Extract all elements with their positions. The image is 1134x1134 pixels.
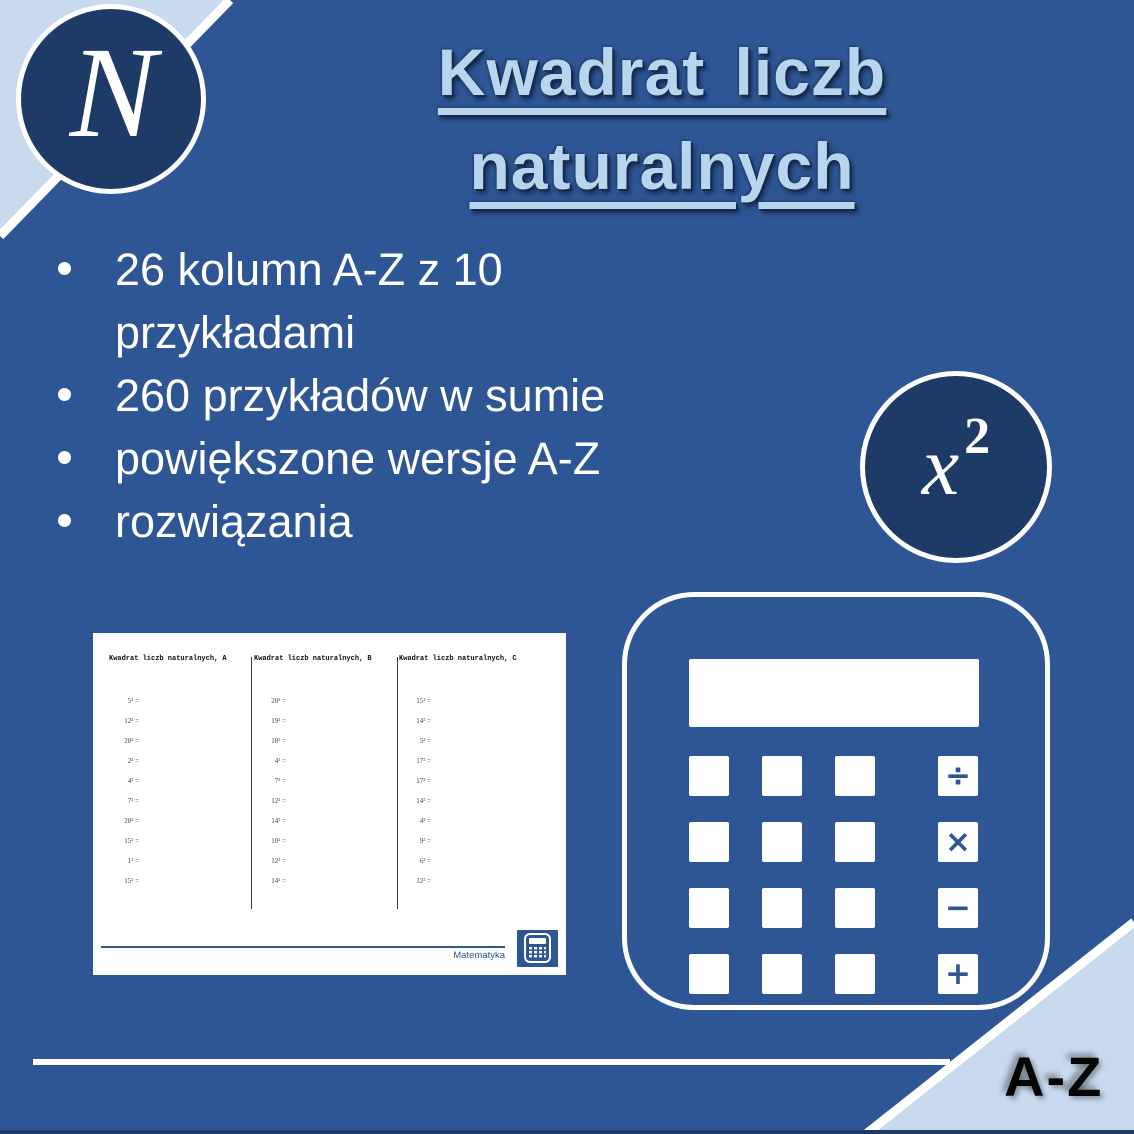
worksheet-exercise: 4² = [127, 777, 139, 785]
worksheet-items-column-c [388, 691, 431, 891]
worksheet-items-column-a [101, 691, 139, 891]
number-key [762, 888, 802, 928]
bullet-dot [58, 451, 71, 464]
worksheet-exercise: 14² = [416, 717, 431, 725]
worksheet-exercise: 15² = [124, 877, 139, 885]
worksheet-exercise: 12² = [124, 717, 139, 725]
feature-text: 26 kolumn A-Z z 10 przykładami [115, 244, 503, 358]
worksheet-column-header-a: Kwadrat liczb naturalnych, A [109, 655, 227, 663]
calculator-display [689, 659, 979, 727]
worksheet-exercise: 14² = [271, 817, 286, 825]
feature-text: rozwiązania [115, 496, 353, 547]
feature-list-item [58, 364, 698, 427]
number-key [689, 756, 729, 796]
number-key [689, 954, 729, 994]
calculator-number-keys [689, 756, 875, 994]
number-key [835, 756, 875, 796]
worksheet-items-column-b [243, 691, 286, 891]
worksheet-exercise: 7² = [127, 797, 139, 805]
feature-list-item [58, 238, 698, 364]
worksheet-exercise: 9² = [419, 837, 431, 845]
x-squared-base: x [921, 420, 960, 513]
worksheet-calculator-logo-icon [517, 930, 558, 967]
title-line-1: Kwadrat liczb [437, 35, 887, 109]
number-key [835, 822, 875, 862]
worksheet-exercise: 7² = [274, 777, 286, 785]
worksheet-exercise: 15² = [416, 697, 431, 705]
title-line-2: naturalnych [469, 129, 855, 203]
brand-letter: N [69, 21, 157, 165]
worksheet-exercise: 17² = [416, 777, 431, 785]
bottom-divider-line [33, 1059, 950, 1065]
worksheet-column-header-b: Kwadrat liczb naturalnych, B [254, 655, 372, 663]
number-key [762, 756, 802, 796]
bottom-edge-strip [0, 1130, 1134, 1134]
worksheet-exercise: 20² = [124, 817, 139, 825]
number-key [762, 954, 802, 994]
worksheet-exercise: 15² = [124, 837, 139, 845]
feature-list-item [58, 427, 698, 490]
worksheet-exercise: 5² = [419, 737, 431, 745]
worksheet-exercise: 5² = [127, 697, 139, 705]
worksheet-exercise: 17² = [416, 757, 431, 765]
worksheet-exercise: 19² = [271, 717, 286, 725]
number-key [762, 822, 802, 862]
x-squared-exponent: 2 [964, 408, 991, 465]
worksheet-exercise: 10² = [271, 837, 286, 845]
bullet-dot [58, 514, 71, 527]
operator-key: + [938, 954, 978, 994]
operator-key: × [938, 822, 978, 862]
worksheet-exercise: 12² = [416, 877, 431, 885]
az-range-label: A-Z [1004, 1045, 1104, 1108]
feature-text: 260 przykładów w sumie [115, 370, 606, 421]
feature-list [58, 238, 698, 553]
worksheet-exercise: 14² = [416, 797, 431, 805]
feature-list-item [58, 490, 698, 553]
worksheet-preview-page [93, 633, 566, 975]
page-title [372, 25, 952, 213]
worksheet-exercise: 20² = [271, 697, 286, 705]
worksheet-exercise: 4² = [419, 817, 431, 825]
worksheet-exercise: 12² = [271, 797, 286, 805]
worksheet-exercise: 14² = [271, 877, 286, 885]
worksheet-brand-text: Matematyka [453, 950, 505, 961]
feature-text: powiększone wersje A-Z [115, 433, 601, 484]
number-key [689, 822, 729, 862]
brand-circle-badge [16, 4, 206, 194]
worksheet-exercise: 2² = [127, 757, 139, 765]
number-key [689, 888, 729, 928]
bullet-dot [58, 388, 71, 401]
worksheet-exercise: 12² = [271, 857, 286, 865]
worksheet-column-header-c: Kwadrat liczb naturalnych, C [399, 655, 517, 663]
worksheet-exercise: 6² = [419, 857, 431, 865]
worksheet-exercise: 20² = [124, 737, 139, 745]
bullet-dot [58, 262, 71, 275]
x-squared-circle-badge [860, 371, 1052, 563]
operator-key: − [938, 888, 978, 928]
operator-key: ÷ [938, 756, 978, 796]
worksheet-exercise: 18² = [271, 737, 286, 745]
worksheet-exercise: 1² = [127, 857, 139, 865]
worksheet-exercise: 4² = [274, 757, 286, 765]
worksheet-footer-line [101, 946, 505, 948]
